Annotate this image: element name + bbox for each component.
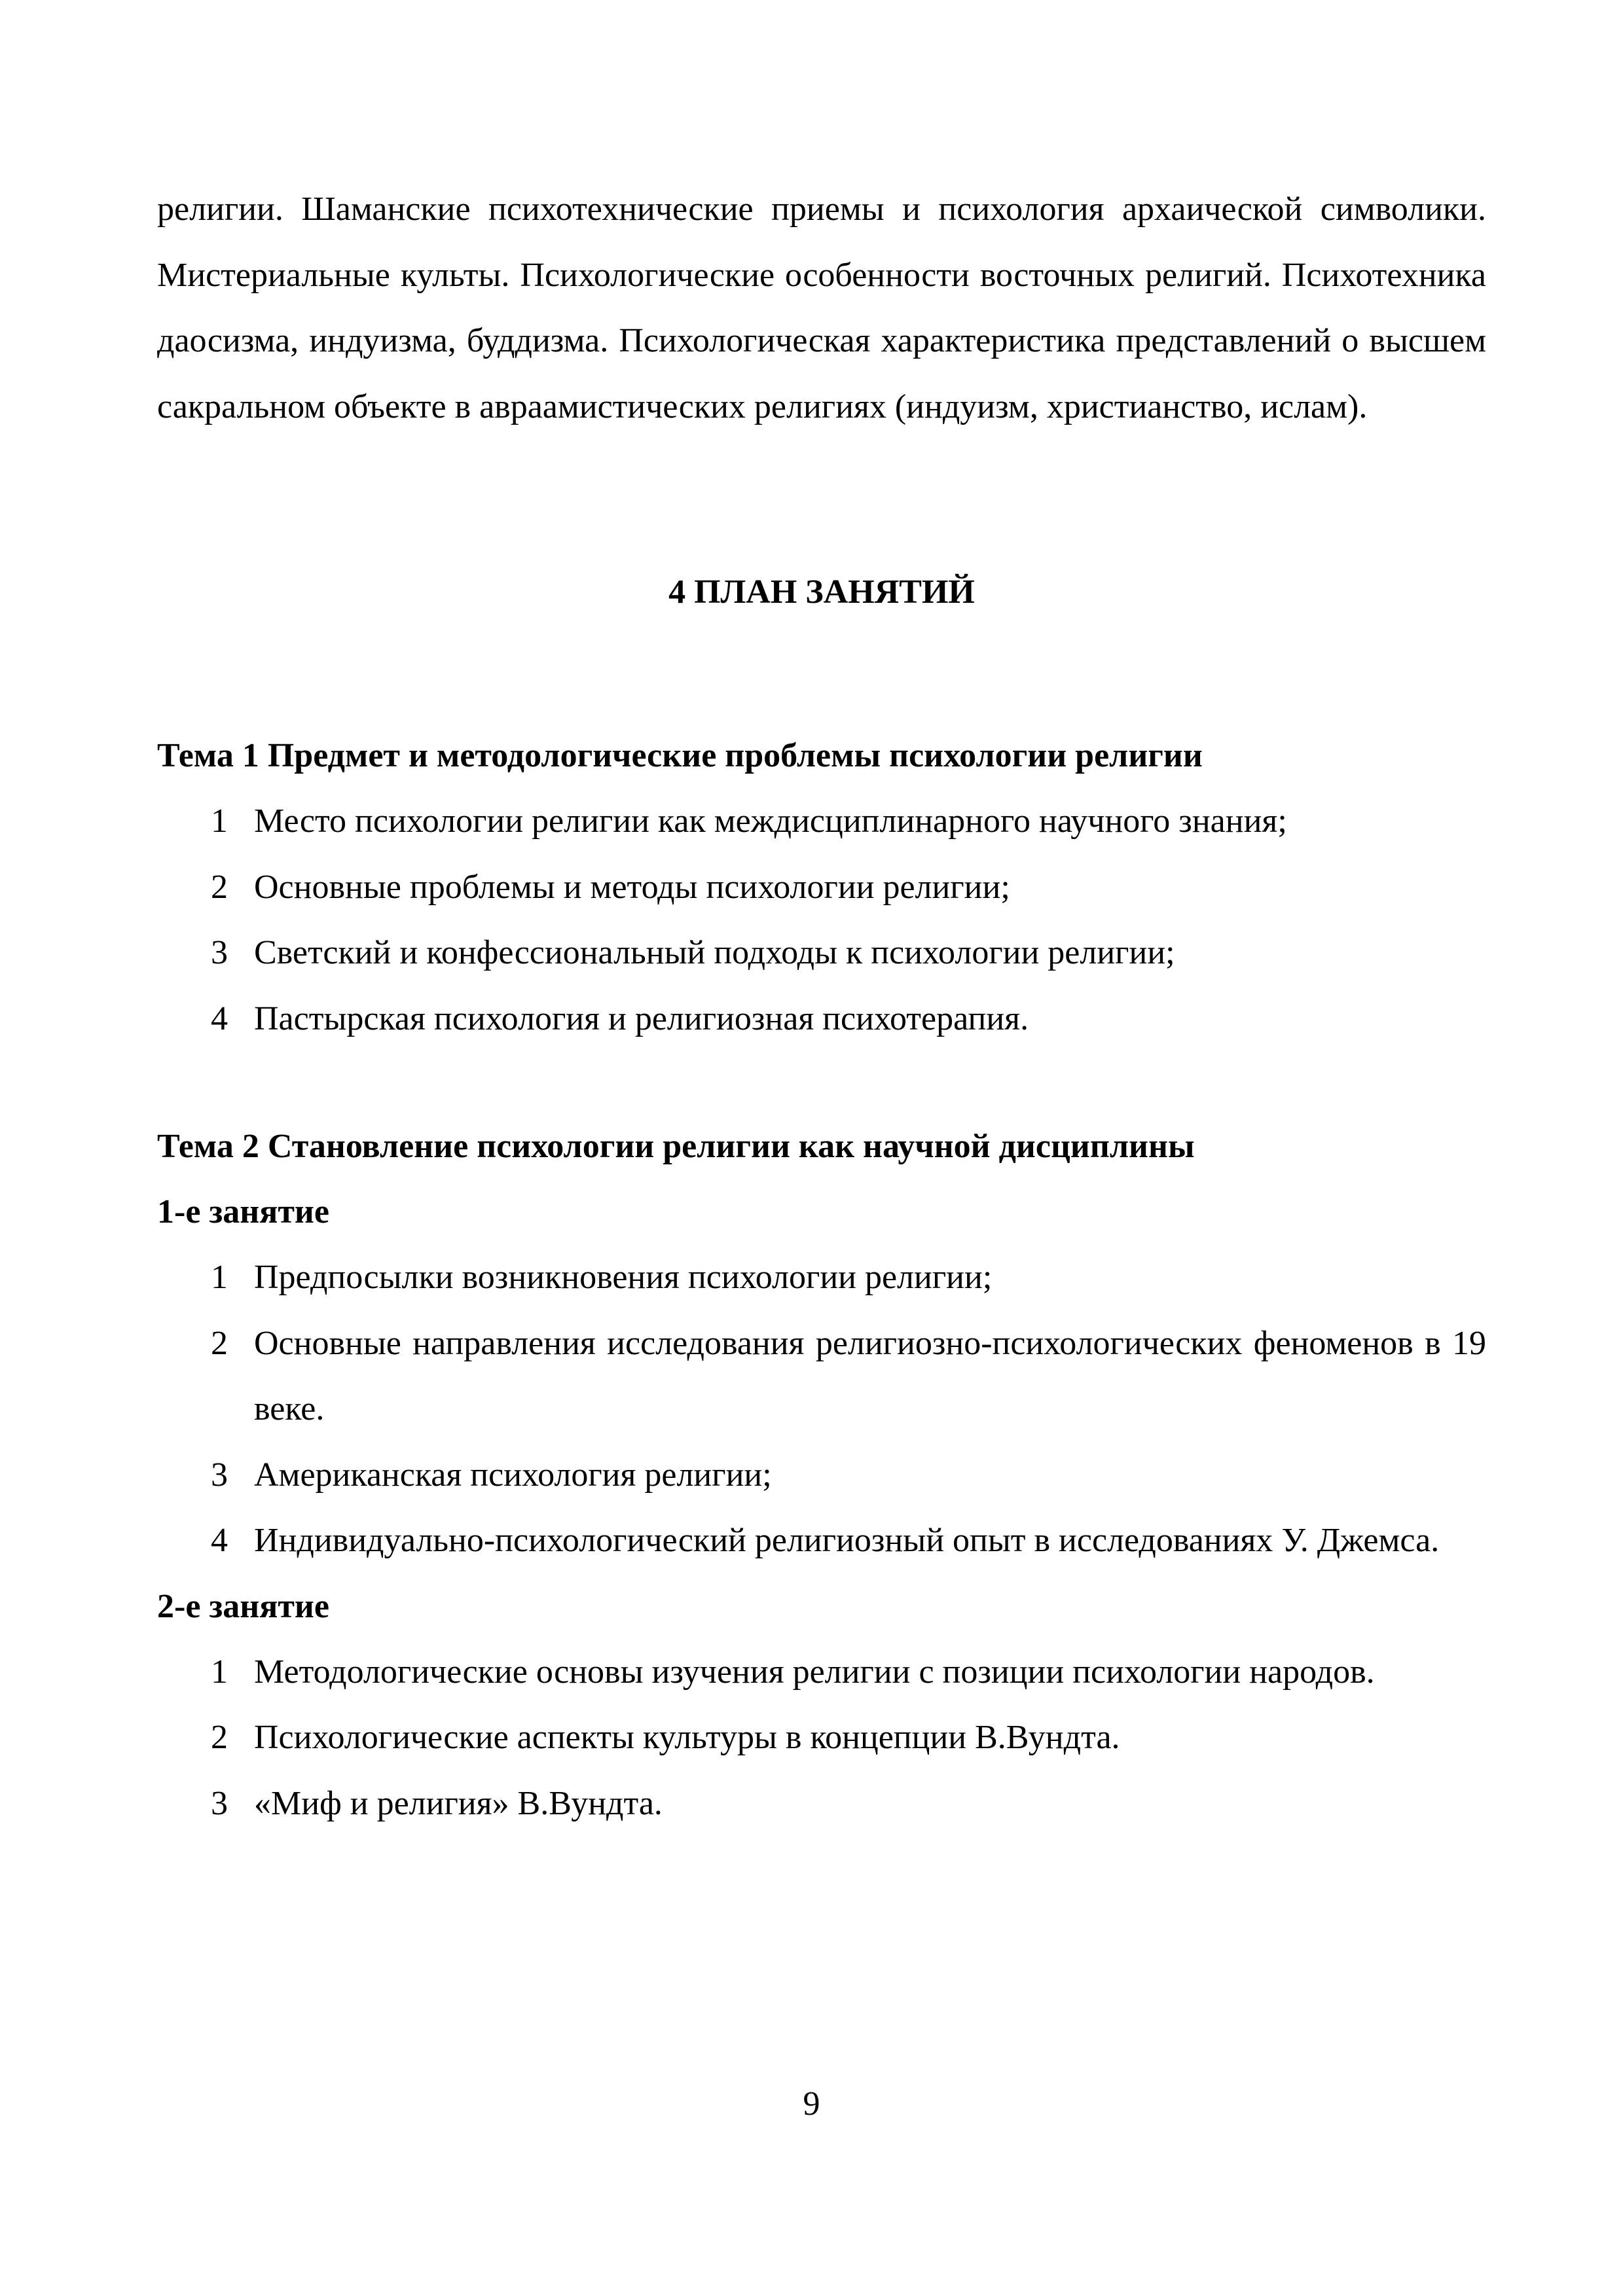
topic-2 (157, 1114, 1486, 1837)
item-text: Предпосылки возникновения психологии религии; (254, 1259, 993, 1296)
list-item (157, 855, 1486, 921)
item-text: Американская психология религии; (254, 1456, 772, 1494)
topic-1-title: Тема 1 Предмет и методологические проблемы психологии религии (157, 737, 1203, 774)
item-number: 4 (211, 1522, 228, 1559)
item-number: 1 (211, 802, 228, 840)
item-number: 1 (211, 1653, 228, 1691)
item-text: Основные проблемы и методы психологии религии; (254, 868, 1010, 906)
topic-1 (157, 723, 1486, 1052)
item-text: Индивидуально-психологический религиозный опыт в исследованиях У. Джемса. (254, 1522, 1440, 1559)
item-number: 3 (211, 1456, 228, 1494)
list-item (157, 1443, 1486, 1509)
item-number: 2 (211, 1719, 228, 1756)
list-item (157, 1508, 1486, 1574)
item-number: 3 (211, 934, 228, 971)
item-text: Светский и конфессиональный подходы к психологии религии; (254, 934, 1175, 971)
list-item (157, 1640, 1486, 1706)
item-text: Психологические аспекты культуры в концепции В.Вундта. (254, 1719, 1120, 1756)
intro-paragraph: религии. Шаманские психотехнические приемы и психология архаической символики. Мистериальные культы. Психологические особенности восточных религий. Психотехника даосизма, индуизма, буддизма. Психологическая характеристика представлений о высшем сакральном объекте в авраамистических религиях (индуизм, христианство, ислам). (157, 190, 1486, 425)
item-text: Пастырская психология и религиозная психотерапия. (254, 999, 1029, 1037)
section-title: 4 ПЛАН ЗАНЯТИЙ (668, 573, 975, 611)
document-page (157, 177, 1486, 1822)
session-1-list (157, 1245, 1486, 1574)
list-item (157, 1245, 1486, 1311)
page-number: 9 (803, 2085, 820, 2123)
list-item (157, 1771, 1486, 1837)
list-item (157, 1705, 1486, 1771)
session-1-title: 1-е занятие (157, 1193, 329, 1230)
item-text: Место психологии религии как междисциплинарного научного знания; (254, 802, 1287, 840)
topic-1-list (157, 789, 1486, 1052)
session-2-title: 2-е занятие (157, 1587, 329, 1625)
item-number: 4 (211, 999, 228, 1037)
item-text: Основные направления исследования религиозно-психологических феноменов в 19 веке. (254, 1324, 1486, 1427)
item-number: 3 (211, 1784, 228, 1822)
list-item (157, 920, 1486, 986)
item-text: «Миф и религия» В.Вундта. (254, 1784, 663, 1822)
list-item (157, 1311, 1486, 1443)
item-number: 2 (211, 1324, 228, 1362)
session-2-list (157, 1640, 1486, 1837)
list-item (157, 789, 1486, 855)
item-number: 2 (211, 868, 228, 906)
item-number: 1 (211, 1259, 228, 1296)
list-item (157, 986, 1486, 1052)
topic-2-title: Тема 2 Становление психологии религии как научной дисциплины (157, 1128, 1195, 1165)
item-text: Методологические основы изучения религии с позиции психологии народов. (254, 1653, 1375, 1691)
